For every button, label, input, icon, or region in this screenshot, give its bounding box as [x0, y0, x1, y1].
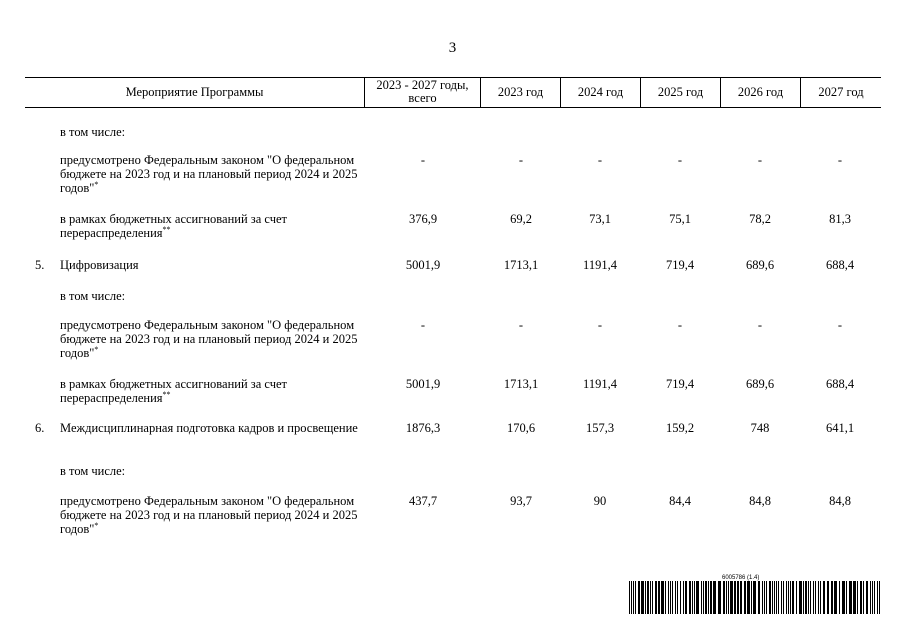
barcode-bar: [870, 581, 871, 614]
barcode-bar: [853, 581, 856, 614]
header-measure: Мероприятие Программы: [125, 84, 264, 99]
value-year: -: [757, 318, 763, 332]
value-year: 719,4: [665, 258, 695, 272]
value-total: 1876,3: [405, 421, 441, 435]
barcode-bar: [703, 581, 704, 614]
footnote-marker: **: [162, 224, 171, 234]
barcode-bar: [658, 581, 660, 614]
barcode-bar: [645, 581, 646, 614]
barcode-bar: [718, 581, 721, 614]
footnote-marker: *: [94, 520, 99, 530]
barcode-bar: [751, 581, 752, 614]
barcode-bar: [786, 581, 787, 614]
barcode-bar: [680, 581, 681, 614]
value-year: 69,2: [510, 212, 532, 226]
barcode-bar: [796, 581, 797, 614]
barcode-bar: [803, 581, 804, 614]
barcode-bar: [747, 581, 750, 614]
barcode-bar: [737, 581, 739, 614]
value-year: 84,8: [829, 494, 851, 508]
header-year-2023: 2023 год: [497, 84, 544, 99]
barcode-label: 6005786 (1.4): [722, 575, 760, 581]
barcode-bar: [652, 581, 653, 614]
value-year: 1191,4: [583, 377, 617, 391]
value-total: -: [420, 318, 426, 332]
barcode-bar: [778, 581, 779, 614]
barcode-bar: [677, 581, 678, 614]
barcode-bar: [675, 581, 676, 614]
barcode-bar: [820, 581, 821, 614]
value-year: 1713,1: [503, 377, 539, 391]
header-year-2026: 2026 год: [737, 84, 784, 99]
barcode-bar: [635, 581, 636, 614]
barcode-image: [629, 581, 881, 614]
row-measure-name: [60, 464, 360, 478]
row-measure-name: [60, 153, 360, 195]
barcode-bar: [818, 581, 819, 614]
barcode-bar: [813, 581, 814, 614]
page-number: 3: [448, 40, 457, 56]
barcode-bar: [788, 581, 789, 614]
value-year: -: [837, 153, 843, 167]
barcode-bar: [689, 581, 691, 614]
barcode-bar: [758, 581, 760, 614]
barcode-bar: [769, 581, 771, 614]
barcode-bar: [670, 581, 671, 614]
value-year: 688,4: [825, 377, 855, 391]
row-measure-text: в том числе:: [60, 125, 126, 139]
barcode-bar: [650, 581, 651, 614]
barcode-bar: [685, 581, 687, 614]
value-year: -: [597, 318, 603, 332]
barcode-bar: [863, 581, 864, 614]
barcode-bar: [762, 581, 763, 614]
barcode-bar: [805, 581, 807, 614]
barcode-bar: [710, 581, 712, 614]
row-measure-text: в рамках бюджетных ассигнований за счет перераспределения: [60, 212, 287, 240]
barcode-bar: [860, 581, 862, 614]
barcode-bar: [661, 581, 664, 614]
value-year: 81,3: [829, 212, 851, 226]
row-measure-name: [60, 494, 360, 536]
barcode-bar: [633, 581, 634, 614]
value-year: 157,3: [585, 421, 615, 435]
header-total: 2023 - 2027 годы, всего: [376, 78, 469, 105]
value-year: 90: [593, 494, 607, 508]
value-year: 641,1: [825, 421, 855, 435]
barcode-bar: [705, 581, 707, 614]
barcode-bar: [723, 581, 725, 614]
barcode-bar: [696, 581, 699, 614]
value-year: -: [837, 318, 843, 332]
row-number: 5.: [35, 258, 45, 272]
row-measure-name: [60, 289, 360, 303]
barcode-bar: [766, 581, 767, 614]
value-year: 719,4: [665, 377, 695, 391]
barcode-bar: [708, 581, 709, 614]
row-measure-text: Междисциплинарная подготовка кадров и просвещение: [60, 421, 358, 435]
barcode-bar: [638, 581, 640, 614]
row-measure-text: в том числе:: [60, 289, 126, 303]
barcode-bar: [849, 581, 852, 614]
value-year: 1191,4: [583, 258, 617, 272]
row-measure-name: [60, 258, 360, 272]
header-bottom-rule: [25, 107, 881, 108]
barcode-bar: [641, 581, 644, 614]
barcode-bar: [792, 581, 794, 614]
barcode-bar: [629, 581, 630, 614]
row-measure-text: в том числе:: [60, 464, 126, 478]
value-year: 748: [750, 421, 770, 435]
barcode-bar: [776, 581, 777, 614]
value-year: -: [518, 318, 524, 332]
value-total: 376,9: [408, 212, 438, 226]
barcode-bar: [857, 581, 858, 614]
row-measure-text: предусмотрено Федеральным законом "О федеральном бюджете на 2023 год и на плановый период 2024 и 2025 годов": [60, 318, 358, 360]
barcode-bar: [730, 581, 733, 614]
barcode-bar: [815, 581, 816, 614]
barcode-bar: [866, 581, 868, 614]
row-measure-name: [60, 125, 360, 139]
barcode-bar: [701, 581, 702, 614]
value-year: 159,2: [665, 421, 695, 435]
barcode-bar: [831, 581, 833, 614]
barcode-bar: [783, 581, 784, 614]
barcode-bar: [834, 581, 837, 614]
value-year: 689,6: [745, 377, 775, 391]
barcode-bar: [713, 581, 716, 614]
barcode-bar: [839, 581, 840, 614]
value-year: 688,4: [825, 258, 855, 272]
value-year: -: [518, 153, 524, 167]
barcode-bar: [781, 581, 782, 614]
row-measure-text: предусмотрено Федеральным законом "О федеральном бюджете на 2023 год и на плановый период 2024 и 2025 годов": [60, 153, 358, 195]
barcode-bar: [744, 581, 746, 614]
barcode-bar: [774, 581, 775, 614]
barcode-bar: [631, 581, 632, 614]
value-year: 1713,1: [503, 258, 539, 272]
row-number: 6.: [35, 421, 45, 435]
column-divider: [364, 77, 365, 107]
barcode-bar: [672, 581, 673, 614]
barcode-bar: [734, 581, 736, 614]
value-year: 84,8: [749, 494, 771, 508]
footnote-marker: *: [94, 179, 99, 189]
barcode-bar: [655, 581, 657, 614]
row-measure-name: [60, 377, 360, 405]
row-measure-name: [60, 318, 360, 360]
value-year: -: [677, 318, 683, 332]
value-year: -: [677, 153, 683, 167]
barcode-bar: [665, 581, 666, 614]
barcode-bar: [874, 581, 875, 614]
barcode-bar: [877, 581, 878, 614]
value-year: 75,1: [669, 212, 691, 226]
row-measure-name: [60, 421, 360, 435]
barcode-bar: [694, 581, 695, 614]
barcode-bar: [753, 581, 756, 614]
value-year: 93,7: [510, 494, 532, 508]
barcode-bar: [810, 581, 811, 614]
barcode-bar: [827, 581, 829, 614]
value-year: 73,1: [589, 212, 611, 226]
barcode-bar: [808, 581, 809, 614]
barcode-bar: [790, 581, 791, 614]
row-measure-text: в рамках бюджетных ассигнований за счет перераспределения: [60, 377, 287, 405]
barcode-bar: [668, 581, 669, 614]
footnote-marker: **: [162, 389, 171, 399]
value-total: 437,7: [408, 494, 438, 508]
value-year: 84,4: [669, 494, 691, 508]
barcode-bar: [846, 581, 847, 614]
header-year-2025: 2025 год: [657, 84, 704, 99]
footnote-marker: *: [94, 344, 99, 354]
row-measure-name: [60, 212, 360, 240]
row-measure-text: предусмотрено Федеральным законом "О федеральном бюджете на 2023 год и на плановый период 2024 и 2025 годов": [60, 494, 358, 536]
value-year: 170,6: [506, 421, 536, 435]
barcode-bar: [772, 581, 773, 614]
barcode-bar: [683, 581, 684, 614]
value-year: -: [597, 153, 603, 167]
barcode-bar: [823, 581, 825, 614]
barcode-bar: [726, 581, 727, 614]
barcode-bar: [799, 581, 802, 614]
barcode-bar: [728, 581, 729, 614]
barcode-bar: [692, 581, 693, 614]
header-year-2024: 2024 год: [577, 84, 624, 99]
value-year: 689,6: [745, 258, 775, 272]
barcode-bar: [740, 581, 742, 614]
barcode-bar: [872, 581, 873, 614]
value-total: -: [420, 153, 426, 167]
value-year: 78,2: [749, 212, 771, 226]
value-year: -: [757, 153, 763, 167]
value-total: 5001,9: [405, 258, 441, 272]
header-year-2027: 2027 год: [818, 84, 864, 99]
row-measure-text: Цифровизация: [60, 258, 139, 272]
value-total: 5001,9: [405, 377, 441, 391]
barcode-bar: [764, 581, 765, 614]
barcode-bar: [879, 581, 880, 614]
barcode-bar: [842, 581, 845, 614]
barcode-bar: [647, 581, 649, 614]
